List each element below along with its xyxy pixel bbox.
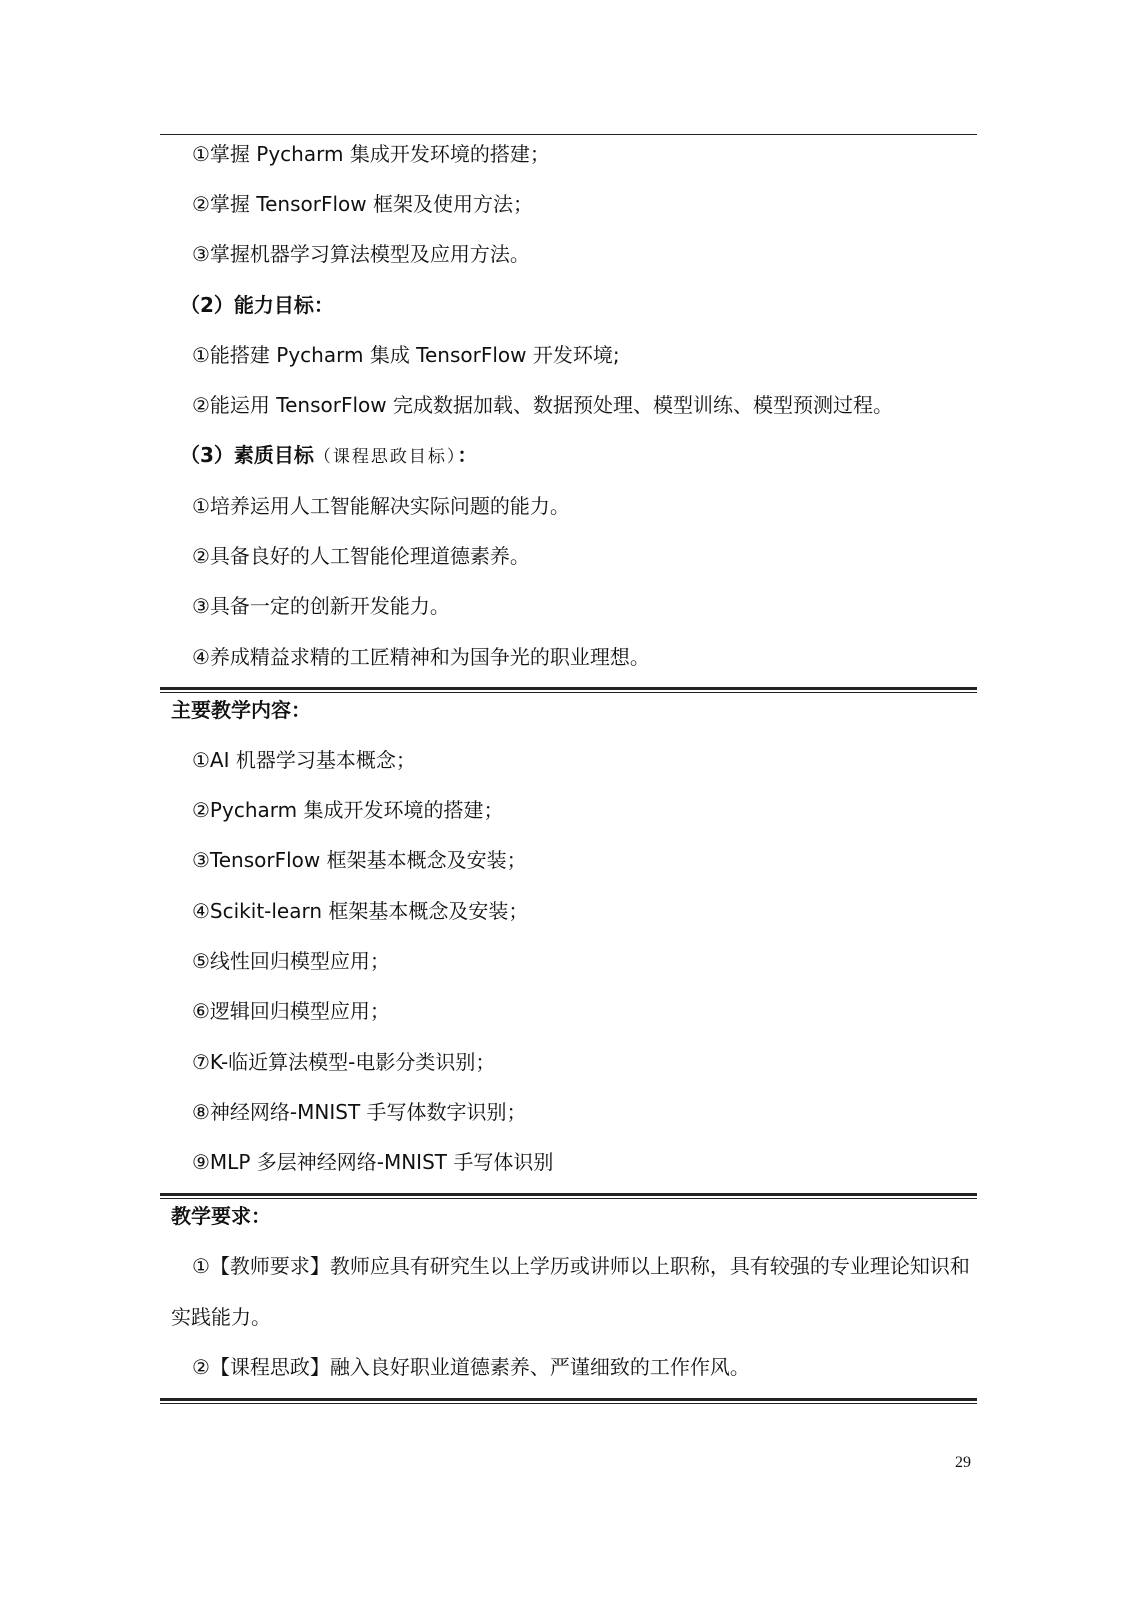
- requirement-item-1-line-2: 实践能力。: [171, 1305, 271, 1329]
- quality-item-2: ②具备良好的人工智能伦理道德素养。: [192, 544, 530, 568]
- quality-item-1: ①培养运用人工智能解决实际问题的能力。: [192, 494, 570, 518]
- requirement-item-1-line-1: ①【教师要求】教师应具有研究生以上学历或讲师以上职称，具有较强的专业理论知识和: [192, 1254, 970, 1278]
- content-item-2: ②Pycharm 集成开发环境的搭建；: [192, 798, 504, 822]
- knowledge-item-2: ②掌握 TensorFlow 框架及使用方法；: [192, 192, 533, 216]
- requirement-item-2: ②【课程思政】融入良好职业道德素养、严谨细致的工作作风。: [192, 1355, 750, 1379]
- knowledge-item-3: ③掌握机器学习算法模型及应用方法。: [192, 242, 530, 266]
- content-item-5: ⑤线性回归模型应用；: [192, 949, 390, 973]
- section-divider: [160, 1193, 977, 1199]
- quality-heading: （3）素质目标: [180, 443, 314, 467]
- content-heading: 主要教学内容：: [171, 698, 311, 722]
- quality-item-3: ③具备一定的创新开发能力。: [192, 594, 450, 618]
- quality-heading-colon: ：: [457, 443, 478, 467]
- bottom-rule: [160, 1398, 977, 1404]
- page-number: 29: [955, 1454, 971, 1471]
- content-item-4: ④Scikit-learn 框架基本概念及安装；: [192, 899, 529, 923]
- knowledge-item-1: ①掌握 Pycharm 集成开发环境的搭建；: [192, 142, 550, 166]
- quality-heading-note: （课程思政目标）: [313, 447, 458, 467]
- content-item-6: ⑥逻辑回归模型应用；: [192, 999, 390, 1023]
- quality-item-4: ④养成精益求精的工匠精神和为国争光的职业理想。: [192, 645, 650, 669]
- quality-heading-line: [0, 442, 1131, 470]
- requirements-heading: 教学要求：: [171, 1204, 271, 1228]
- section-divider: [160, 687, 977, 693]
- ability-heading: （2）能力目标：: [180, 293, 334, 317]
- content-item-1: ①AI 机器学习基本概念；: [192, 748, 416, 772]
- content-item-3: ③TensorFlow 框架基本概念及安装；: [192, 848, 527, 872]
- content-item-8: ⑧神经网络-MNIST 手写体数字识别；: [192, 1100, 527, 1124]
- content-item-9: ⑨MLP 多层神经网络-MNIST 手写体识别: [192, 1150, 554, 1174]
- ability-item-2: ②能运用 TensorFlow 完成数据加载、数据预处理、模型训练、模型预测过程。: [192, 393, 893, 417]
- content-item-7: ⑦K-临近算法模型-电影分类识别；: [192, 1050, 496, 1074]
- ability-item-1: ①能搭建 Pycharm 集成 TensorFlow 开发环境;: [192, 343, 620, 367]
- top-rule: [160, 134, 977, 135]
